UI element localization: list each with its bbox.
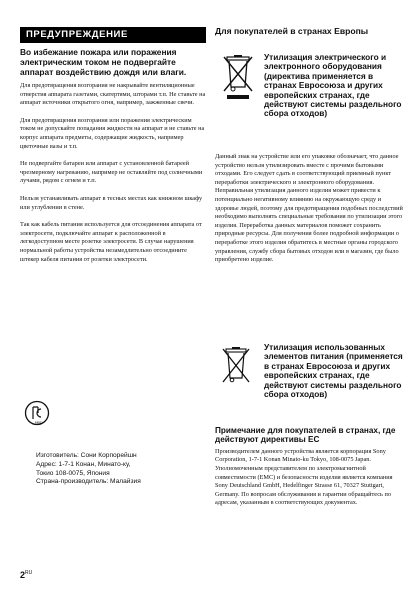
manufacturer-line-4: Страна-производитель: Малайзия — [36, 478, 141, 486]
left-column — [20, 47, 206, 264]
paragraph-3: Не подвергайте батареи или аппарат с установленной батареей чрезмерному нагреванию, например не оставляйте под солнечными лучами, рядом с огнем и т.п. — [20, 160, 203, 185]
paragraph-4: Нельзя устанавливать аппарат в тесных местах как книжном шкафу или углублении в стене. — [20, 194, 203, 211]
weee-title: Утилизация электрического и электронного оборудования (директива применяется в странах Евросоюза и других европейских странах, где действуют системы раздельного сбора отходов) — [264, 52, 402, 119]
weee-text: Данный знак на устройстве или его упаковке обозначает, что данное устройство нельзя утилизировать вместе с прочими бытовыми отходами. Его следует сдать в соответствующий приемный пункт переработки электрического и электронного оборудования. Неправильная утилизация данного изделия может привести к потенциально негативному влиянию на окружающую среду и здоровье людей, поэтому для предотвращения подобных последствий необходимо выполнять специальные требования по утилизации этого изделия. Переработка данных материалов поможет сохранить природные ресурсы. Для получения более подробной информации о переработке этого изделия обратитесь в местные органы городского управления, службу сбора бытовых отходов или в магазин, где было приобретено изделие. — [215, 153, 403, 264]
manufacturer-line-1: Изготовитель: Сони Корпорейшн — [36, 452, 137, 459]
weee-title-block — [264, 53, 405, 119]
ec-note-title: Примечание для покупателей в странах, где действуют директивы ЕС — [215, 426, 396, 445]
manufacturer-line-2: Адрес: 1-7-1 Конан, Минато-ку, — [36, 460, 131, 468]
battery-title: Утилизация использованных элементов питания (применяется в странах Евросоюза и других европейских странах, где действуют системы раздельного сбора отходов) — [264, 342, 403, 400]
pct-certification-mark-icon — [24, 400, 50, 426]
page-number-value: 2 — [20, 570, 26, 580]
page-number — [20, 570, 32, 580]
warning-banner: ПРЕДУПРЕЖДЕНИЕ — [20, 27, 206, 43]
crossed-out-bin-icon — [221, 54, 255, 100]
europe-heading-block — [215, 26, 405, 36]
paragraph-5: Так как кабель питания используется для отсоединения аппарата от электросети, подключайте аппарат к расположенной в легкодоступном месте розетке электросети. В случае нарушения нормальной работы устройства незамедлительно отсоедините штекер кабеля питания от розетки электросети. — [20, 221, 202, 263]
paragraph-1: Для предотвращения возгорания не накрывайте вентиляционные отверстия аппарата газетами, скатертями, шторами т.п. Не ставьте на аппарат источники открытого огня, например, зажженные свечи. — [20, 82, 206, 107]
manufacturer-info — [36, 452, 206, 487]
battery-title-block — [264, 343, 405, 399]
svg-text:ME61: ME61 — [35, 420, 43, 425]
manufacturer-line-3: Токио 108-0075, Япония — [36, 469, 110, 477]
crossed-out-battery-bin-icon — [221, 346, 251, 386]
weee-text-block — [215, 153, 405, 265]
europe-heading: Для покупателей в странах Европы — [215, 26, 369, 36]
ec-note-text: Производителем данного устройства является корпорация Sony Corporation, 1-7-1 Konan Minato-ku Tokyo, 108-0075 Japan. Уполномоченным представителем по электромагнитной совместимости (EMC) и безопасности изделия является компания Sony Deutschland GmbH, Hedelfinger Strasse 61, 70327 Stuttgart, Germany. По вопросам обслуживания и гарантии обращайтесь по адресам, указанным в соответствующих документах. — [215, 447, 393, 507]
paragraph-2: Для предотвращения возгорания или поражения электрическим током не допускайте попадания жидкости на аппарат и не ставьте на корпус аппарата предметы, содержащие жидкость, например цветочные вазы и т.п. — [20, 116, 205, 150]
page-language-code: RU — [25, 570, 33, 576]
warning-heading: Во избежание пожара или поражения электрическим током не подвергайте аппарат воздействию дождя или влаги. — [20, 47, 187, 77]
ec-note-block — [215, 426, 405, 508]
